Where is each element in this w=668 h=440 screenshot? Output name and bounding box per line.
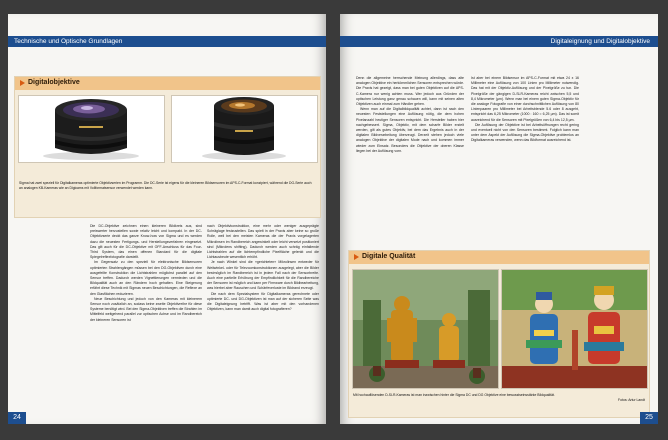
left-page xyxy=(8,14,326,424)
left-column-2 xyxy=(207,224,319,312)
paragraph: Wenn man auf die Digitalbildqualität achtet, dann ist nach den neuesten Feststellungen eine Auflösung nötig, die dem hohen Pixelanzahl heutiger Sensoren entspricht. Die Hersteller haben hier nachgebessert. Sigma, Objektiv, mit dem scharfe Bilder erzielt werden, gilt als gutes Objektiv, bei dem das Ergebnis auch in der digitalen Bildverarbeitung überzeugt. Derzeit stehen jedoch viele analogen Objektive der digitalen Mode nach und kommen immer wieder zum Einsatz. Besonders die Objektive der oberen Klasse liegen bei der Auflösung vorn. xyxy=(356,107,464,153)
right-page xyxy=(340,14,658,424)
photo-credit: Fotos: Artur Landt xyxy=(618,398,645,402)
right-column-1 xyxy=(356,76,464,154)
arrow-icon xyxy=(354,254,359,260)
paragraph: Ist aber bei einem Bildsensor im APS-C-Format mit etwa 24 x 16 Millimeter eine Auflösung von 100 Linien pro Millimeter notwendig. Das hat mit der Objektiv-Auflösung und der Pixelgröße zu tun. Die Pixelgröße der gängigen D-SLR-Kameras reicht zwischen 5,5 und 8,4 Mikrometer (µm). Wenn man bei einem guten Sigma-Objektiv für die analoge Fotografie von einer durchschnittlichen Auflösung von 80 Linienpaaren pro Millimeter bei Arbeitsblende 5.6 oder 8 ausgeht, entspricht das 6,25 Mikrometer (1000 : 160 = 6,25 µm). Das ist somit ausreichend für die Sensoren mit Pixelgrößen von 6,4 bis 12,5 µm. xyxy=(471,76,579,122)
lens-dc-illustration xyxy=(19,96,164,162)
paragraph: Die nach dem Spezialsystem für Digitalkameras gerechnete oder optimierte DC- und DG-Objektiven ist man auf der sicheren Seite was die Digitaleignung betrifft. Was ist aber mit den vorhandenen Objektiven, kann man damit auch digital fotografieren? xyxy=(207,291,319,312)
digitalobjektive-box xyxy=(14,76,321,218)
lens-dg-illustration xyxy=(172,96,317,162)
right-column-2 xyxy=(471,76,579,144)
digitale-qualitaet-box xyxy=(348,250,650,418)
paragraph: Die Auflösung der Objektive ist bei Arbeitsöffnungen recht gering und eventuell nicht von den Sensoren bestimmt. Folglich kann man unter dem Aspekt der Auflösung die Sigma-Objektive problemlos an Digitalkameras verwenden, wenn das Bildformat ausreichend ist. xyxy=(471,122,579,143)
paragraph: Im Gegensatz zu den speziell für elektronische Bildsensoren optimierten Strahlengängen müssen bei den DG-Objektiven durch eine ausgefeilte Konstruktion die Lichtstrahlen möglichst parallel auf den Sensor treffen. Dadurch werden Vignettierungen vermieden und die Bildqualität auch an den Rändern hoch gehalten. Eine Steigerung erfährt diese Technik mit Sigmas neuen Beschichtungen, die Reflexe an den Glasflächen reduzieren. xyxy=(90,260,202,296)
page-number-left: 24 xyxy=(8,412,26,424)
paragraph: nach Objektivkonstruktion, eine mehr oder weniger ausgeprägte Schräglage festzustellen. Das spielt in der Praxis aber keine so große Rolle, weil bei den meisten Kameras die der Praxis vorgelagerten Mikrolinsen im Randbereich angewinkelt oder leicht versetzt positioniert sind (Mikrolens shifting). Dadurch werden auch schräg einfallende Lichtstrahlen auf die lichtempfindliche Pixelfläche gelenkt und die Lichtausbeute wesentlich erhöht. xyxy=(207,224,319,260)
temple-caption: Mit hochauflösenden D-SLR-Kameras ist man inzwischen hinter die Sigma DC und DG Objektive eine bewusstseinsstärke Bildqualität. xyxy=(353,393,555,397)
temple-statues-photo-1 xyxy=(352,269,499,389)
running-head-left: Technische und Optische Grundlagen xyxy=(8,36,326,47)
page-number-right: 25 xyxy=(640,412,658,424)
lens-caption: Sigma hat zwei speziell für Digitalkameras optimierte Objektivserien im Programm. Die DC-Serie ist eigens für die kleineren Bildsensoren im APS-C-Format konzipiert, während die DG-Serie auch an analogen KB-Kameras wie an Digicams mit Vollformatsensor verwendet werden kann. xyxy=(19,181,312,190)
box-header xyxy=(349,251,649,264)
paragraph: Denn die allgemeine herrschende Meinung allerdings, dass alte analogen Objektive ein herkömmlichen Sensoren entsprechen würde. Die Praxis hat gezeigt, dass man bei guten Objektiven auf die APS-C-Kamera nur wenig achten muss. Wer jedoch aus Gründen der optischen Leistung ganz genau schauen will, kann mit seinen alten Objektiven auch einmal zum Händler gehen. xyxy=(356,76,464,107)
box-header xyxy=(15,77,320,90)
paragraph: Die DC-Objektive zeichnen einen kleineren Bildkreis aus, sind preiswerter herzustellen sowie relativ leicht und kompakt. In der DC-Objektivserie deckt das ganze Know-how von Sigma und es werden dazu die neuesten Fertigungs- und Herstellungsverfahren eingesetzt. Das gilt auch für die DC-Objektive mit OFF-Anschluss für das Four-Third System, das einen offenen Standard für die digitale Spiegelreflexfotografie darstellt. xyxy=(90,224,202,260)
temple-statues-photo-2 xyxy=(501,269,648,389)
arrow-icon xyxy=(20,80,25,86)
painted-statues-illustration xyxy=(502,270,647,388)
paragraph: Je nach Winkel sind die »gerichteten« Mikrolinsen entweder für Weitwinkel- oder für Telezoomkonstruktionen ausgelegt, aber die Bilder bestmöglich im Randbereich ist in jedem Fall nach der Sensorbreite. Auch eine partielle Erhöhung der Empfindlichkeit für die Randbereiche der Sensoren ist möglich und kann per Firmware durch Bildbearbeitung, was hierbei aber Rauschen und Schärfeverluste im Bildrand erzeugt. xyxy=(207,260,319,291)
left-column-1 xyxy=(90,224,202,323)
box-title: Digitalobjektive xyxy=(28,79,80,86)
golden-statues-illustration xyxy=(353,270,498,388)
paragraph: Neue Beschichtung und jedoch von den Kameras mit kleinerem Sensor noch zusätzlich an, sodass keine zweite Objektivreihe für diese Systeme benötigt wird. Bei den Sigma-Objektiven treffen die Strahlen im Mittelfeld weitgehend parallel zur optischen Achse und im Randbereich der kleineren Sensoren ist xyxy=(90,296,202,322)
running-head-right: Digitaleignung und Digitalobjektive xyxy=(340,36,658,47)
lens-photo-dg xyxy=(171,95,318,163)
lens-photo-dc xyxy=(18,95,165,163)
box-title: Digitale Qualität xyxy=(362,253,416,260)
